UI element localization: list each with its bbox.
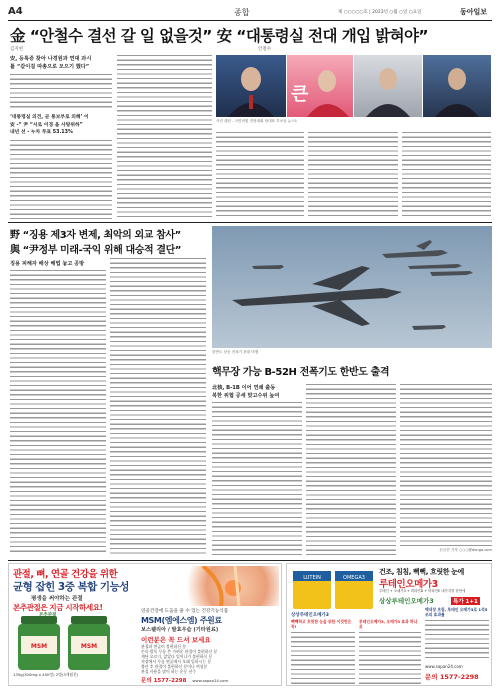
subhead-1: 安, 등록증 찾아 나경원과 연대 과시 — [10, 56, 92, 62]
lutein-col-2-title: 루테인오메가3, 오메가3 효과 하나로 — [359, 619, 418, 629]
ad-subhead-2: 본추관절은 지금 시작하세요! — [13, 603, 103, 612]
ad-headline-main: 균형 잡힌 3중 복합 기능성 — [13, 581, 129, 593]
svg-text:MSM: MSM — [80, 643, 98, 650]
top-subheads-2 — [10, 114, 112, 137]
section-rule — [8, 222, 492, 223]
svg-text:MSM: MSM — [30, 643, 48, 650]
body-text — [359, 632, 421, 684]
bomber-photo — [212, 226, 492, 348]
masthead — [8, 6, 492, 20]
body-text — [10, 140, 112, 219]
ad-ingredient-1: MSM(엠에스엠) 주원료 — [141, 616, 222, 625]
body-text — [117, 55, 212, 219]
phone-label: 문의 — [425, 673, 438, 681]
bottle-icon — [65, 614, 113, 670]
pack-spec: 135g(300mg x 450정) 2병(3개월분) — [13, 672, 79, 677]
phone-label: 문의 — [141, 678, 152, 684]
ad-contact — [141, 676, 279, 684]
body-text — [110, 258, 206, 555]
lutein-product-name: 상상루테인오메가3 — [291, 613, 329, 618]
body-text — [308, 132, 398, 219]
photo-caption-text: 사진 캡션 - 국민의힘 전당대회 당대표 후보들 — [216, 119, 287, 123]
lutein-promo-title: 상상루테인오메가3 — [379, 597, 434, 605]
person-photo-icon — [354, 55, 422, 117]
person-photo-icon — [216, 55, 286, 117]
body-text — [10, 74, 112, 110]
ad-url[interactable]: www.sapan24.com — [192, 678, 229, 683]
body-text — [291, 632, 355, 684]
top-subheads — [10, 55, 112, 71]
ad-brand: 본추관절 — [39, 613, 57, 618]
ad-product-desc: 연골건강에 도움을 줄 수 있는 건강기능식품 — [141, 609, 229, 614]
joint-ad — [8, 563, 282, 686]
reporter-byline: 신규진 기자 ○○○@donga.com — [439, 548, 492, 552]
subhead-5: 내년 선 - 누차 투표 53.13% — [10, 130, 73, 135]
svg-text:OMEGA3: OMEGA3 — [343, 575, 365, 581]
lutein-package-icon — [291, 567, 375, 611]
body-text — [306, 384, 396, 555]
benefits-title: 이런분은 꼭 드셔 보세요 — [141, 636, 211, 644]
photo-credit: 뉴스1 — [287, 119, 298, 123]
benefit-item: 출산 후 관절이 불편하신 분이나 여성분 — [141, 664, 208, 669]
supplement-bottle — [15, 614, 63, 670]
lutein-headline-2: 루테인오메가3 — [379, 579, 438, 590]
middle-subhead-d: 북한 위협 공세 맞고수위 높여 — [212, 393, 280, 399]
ad-subhead: 평생을 써야하는 관절 — [31, 596, 83, 602]
middle-headline-3: 핵무장 가능 B-52H 전폭기도 한반도 출격 — [212, 367, 390, 378]
benefit-item: 손목·발목 무릎 쓴 가벼운 관절이 불편하신 분 — [141, 649, 218, 654]
lutein-package — [291, 567, 375, 611]
photo-caption — [216, 119, 491, 124]
paper-name: 동아일보 — [460, 8, 488, 16]
lutein-headline-3: 루테인 + 오메가3 + 비타민D + 비타민E 네가지를 한번에 — [379, 589, 466, 593]
lutein-col-1-title: 빽빽하고 흐릿한 눈을 위한 이것만은 꼭! — [291, 619, 352, 629]
top-photo-2 — [287, 55, 353, 117]
middle-subhead: 징용 피해자 배상 해법 놓고 공방 — [10, 261, 85, 267]
body-text — [425, 620, 489, 660]
ad-headline-prefix: 관절, 뼈, 연골 건강을 위한 — [13, 569, 118, 580]
lutein-url[interactable]: www.sapan24.com — [425, 664, 463, 669]
middle-headline-1: 野 “징용 제3자 변제, 최악의 외교 참사” — [10, 230, 181, 241]
benefit-item: 관절 사용을 많이 하는 운동 선수 — [141, 669, 197, 674]
supplement-bottle — [65, 614, 113, 670]
lutein-contact — [425, 672, 479, 681]
person-photo-icon — [423, 55, 491, 117]
body-text — [216, 132, 304, 219]
lutein-headline-1: 건조, 침침, 뻑뻑, 흐릿한 눈에 — [379, 568, 464, 576]
byline-left: 김지현 — [10, 47, 24, 52]
aircraft-icon — [212, 226, 492, 348]
dateline: 제 ○○○○○호 | 2023년 ○월 ○일 ○요일 — [338, 10, 422, 15]
person-photo-icon — [287, 55, 353, 117]
benefit-item: 계단 오르기, 앉았다 일어나기 불편하신 분 — [141, 654, 213, 659]
svg-text:큰: 큰 — [291, 84, 309, 105]
subhead-3: ‘대통령실 의견, 곧 통보부로 의해’ 이 — [10, 115, 89, 120]
svg-text:LUTEIN: LUTEIN — [303, 575, 321, 581]
joint-illustration — [173, 566, 279, 606]
benefits-list — [141, 644, 279, 674]
subhead-4: 安 -“ 尹 “서로 이경 을 사탕위하” — [10, 122, 83, 128]
ad-rule — [8, 560, 492, 561]
masthead-rule — [8, 20, 492, 21]
phone-number[interactable]: 1577-2298 — [153, 678, 187, 684]
byline-right: 안철수 — [258, 47, 272, 52]
body-text — [402, 132, 491, 219]
page-number: A4 — [8, 6, 23, 17]
top-photo-1 — [216, 55, 286, 117]
middle-subhead-c: 北核, B-1B 이어 연쇄 출동 — [212, 385, 276, 391]
section-name: 종합 — [234, 8, 250, 17]
joint-illustration-icon — [173, 566, 279, 606]
lutein-ad — [286, 563, 492, 686]
phone-number[interactable]: 1577-2298 — [439, 673, 479, 681]
middle-headline-2: 與 “尹정부 미래-국익 위해 대승적 결단” — [10, 245, 182, 256]
top-photo-4 — [423, 55, 491, 117]
benefit-item: 관절과 연골이 불편하신 분 — [141, 644, 187, 649]
bomber-photo-caption: 한반도 상공 전폭기 편대 비행 — [212, 350, 259, 354]
bottle-icon — [15, 614, 63, 670]
top-photo-3 — [354, 55, 422, 117]
top-headline: 金 “안철수 결선 갈 일 없을것” 安 “대통령실 전대 개입 밝혀야” — [10, 27, 428, 45]
ad-ingredient-2: 보스웰리아 / 발효우슬 (기타원료) — [141, 627, 219, 633]
body-text — [212, 402, 302, 555]
subhead-2: 틀 “같이걸 따총으로 모으기 했다” — [10, 64, 90, 70]
body-text — [10, 270, 106, 555]
body-text — [400, 384, 492, 546]
lutein-col-3-title: 백내장 흐림, 루테인 오메가3로 1석5조의 효과를 — [425, 607, 488, 617]
benefit-item: 직장에서 무릎 연골에서 오래 일하시는 분 — [141, 659, 212, 664]
lutein-offer: 특가 1+1 — [453, 599, 478, 605]
